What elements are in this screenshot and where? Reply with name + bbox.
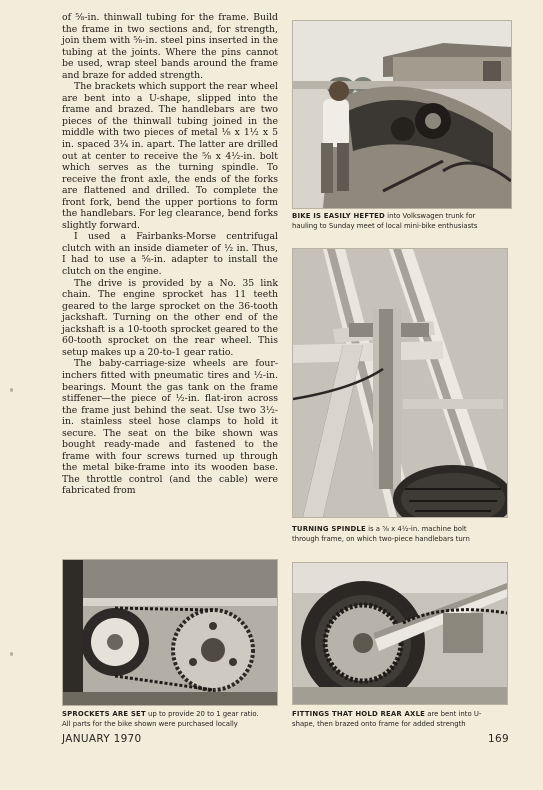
- article-paragraph: The brackets which support the rear wheel are bent into a U-shape, slipped into the frame and brazed. The handlebars are two pieces of the thinwall tubing joined in the middle with two pieces of metal ⅛ x 1½ x 5 in. spaced 3¼ in. apart. The latter are drilled out at center to receive the ⅝ x 4½-in. bolt which serves as the turning spindle. To receive the front axle, the ends of the forks are flattened and drilled. To complete the front fork, bend the upper portions to form the handlebars. For leg clearance, bend forks slightly forward.: [62, 81, 278, 231]
- caption-text: hauling to Sunday meet of local mini-bike enthusiasts: [292, 221, 478, 230]
- caption-lead: BIKE IS EASILY HEFTED: [292, 212, 385, 220]
- photo-sprockets-image: [63, 560, 277, 705]
- photo-sprockets: [62, 559, 278, 706]
- caption-bike-in-trunk: [292, 212, 510, 231]
- caption-text: into Volkswagen trunk for: [384, 212, 476, 220]
- photo-bike-in-trunk-image: [293, 21, 511, 208]
- caption-sprockets: [62, 710, 280, 729]
- article-paragraph: The baby-carriage-size wheels are four-inchers fitted with pneumatic tires and ½-in. bearings. Mount the gas tank on the frame stiffener—the piece of ½-in. flat-iron across the frame just behind the seat. Use two 3½-in. stainless steel hose clamps to hold it secure. The seat on the bike shown was bought ready-made and fastened to the frame with four screws turned up through the metal bike-frame into its wooden base. The throttle control (and the cable) were fabricated from: [62, 358, 278, 497]
- caption-text: shape, then brazed onto frame for added strength: [292, 719, 466, 728]
- photo-turning-spindle-image: [293, 249, 507, 517]
- photo-rear-axle-fittings-image: [293, 563, 507, 704]
- photo-bike-in-trunk: [292, 20, 512, 209]
- photo-turning-spindle: [292, 248, 508, 518]
- caption-text: through frame, on which two-piece handlebars turn: [292, 534, 470, 543]
- page-margin-mark: [10, 388, 13, 392]
- caption-lead: SPROCKETS ARE SET: [62, 710, 146, 718]
- article-paragraph: The drive is provided by a No. 35 link chain. The engine sprocket has 11 teeth geared to the large sprocket on the 36-tooth jackshaft. Turning on the other end of the jackshaft is a 10-tooth sprocket geared to the 60-tooth sprocket on the rear wheel. This setup makes up a 20-to-1 gear ratio.: [62, 277, 278, 358]
- page-margin-mark: [10, 652, 13, 656]
- caption-text: is a ⅝ x 4½-in. machine bolt: [365, 525, 467, 533]
- caption-turning-spindle: [292, 525, 510, 544]
- issue-date: JANUARY 1970: [62, 733, 142, 745]
- caption-text: up to provide 20 to 1 gear ratio.: [145, 710, 259, 718]
- caption-text: are bent into U-: [425, 710, 482, 718]
- article-paragraph: of ⅝-in. thinwall tubing for the frame. Build the frame in two sections and, for strength, join them with ⅝-in. steel pins inserted in the tubing at the joints. Where the pins cannot be used, wrap steel bands around the frame and braze for added strength.: [62, 12, 278, 81]
- caption-lead: TURNING SPINDLE: [292, 525, 366, 533]
- caption-text: All parts for the bike shown were purchased locally: [62, 719, 238, 728]
- article-paragraph: I used a Fairbanks-Morse centrifugal clutch with an inside diameter of ½ in. Thus, I had to use a ⅝-in. adapter to install the clutch on the engine.: [62, 231, 278, 278]
- caption-rear-axle-fittings: [292, 710, 510, 729]
- caption-lead: FITTINGS THAT HOLD REAR AXLE: [292, 710, 426, 718]
- photo-rear-axle-fittings: [292, 562, 508, 705]
- page-number: 169: [488, 733, 509, 745]
- article-body-column: [62, 12, 278, 497]
